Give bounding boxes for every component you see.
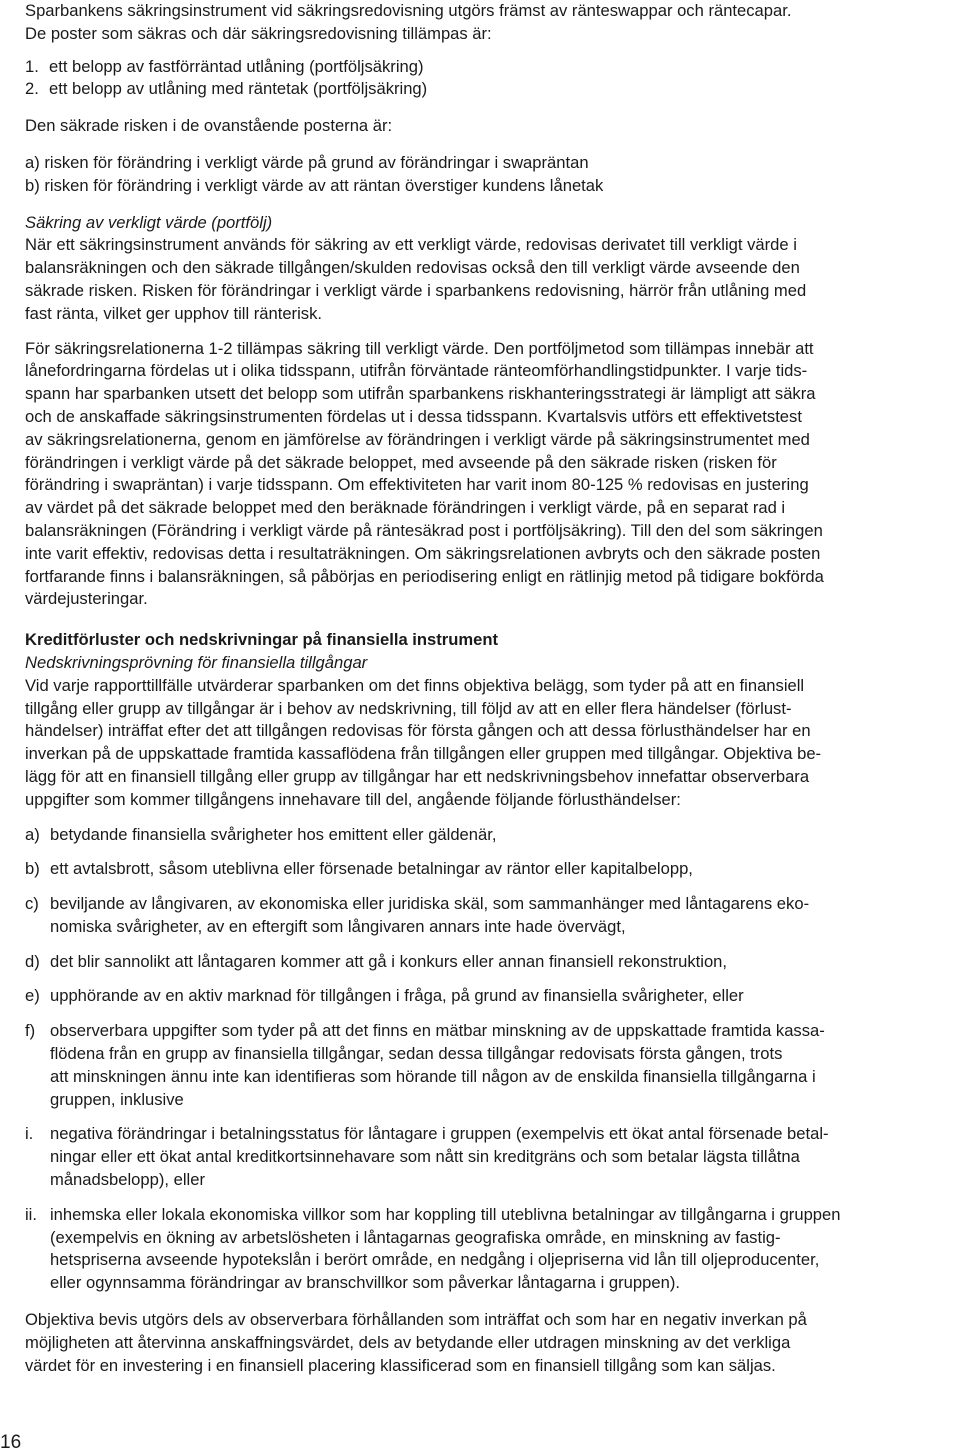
risk-item: b) risken för förändring i verkligt värde av att räntan överstiger kundens lånetak [25,175,604,195]
paragraph-line: För säkringsrelationerna 1-2 tillämpas säkring till verkligt värde. Den portföljmetod som tillämpas innebär att [25,338,814,358]
item-line: upphörande av en aktiv marknad för tillgången i fråga, på grund av finansiella svårigheter, eller [50,986,744,1006]
paragraph-line: och de anskaffade säkringsinstrumenten fördelas ut i dessa tidsspann. Kvartalsvis utförs ett effektivetstest [25,406,802,426]
intro-line: De poster som säkras och där säkringsredovisning tillämpas är: [25,23,492,43]
paragraph-line: förändring i swapräntan) i varje tidsspann. Om effektiviteten har varit inom 80-125 % redovisas en justering [25,475,809,495]
item-line: ett avtalsbrott, såsom uteblivna eller försenade betalningar av räntor eller kapitalbelopp, [50,859,693,879]
item-line: eller ogynnsamma förändringar av branschvillkor som påverkar låntagarna i gruppen). [50,1273,680,1293]
loss-event-item [25,824,945,847]
item-line: betydande finansiella svårigheter hos emittent eller gäldenär, [50,824,497,844]
item-line: inhemska eller lokala ekonomiska villkor som har koppling till uteblivna betalningar av tillgångarna i gruppen [50,1204,841,1224]
credit-losses-section [25,629,945,1377]
intro-section [25,0,945,198]
page-number: 16 [0,1432,22,1453]
loss-event-item [25,1123,945,1191]
item-line: det blir sannolikt att låntagaren kommer att gå i konkurs eller annan finansiell rekonstruktion, [50,951,728,971]
loss-event-item [25,893,945,939]
paragraph-line: händelser) inträffat efter det att tillgången redovisas för första gången och att dessa förlusthändelser har en [25,721,811,741]
paragraph-line: värdejusteringar. [25,589,148,609]
numbered-item [25,56,945,79]
item-line: att minskningen ännu inte kan identifieras som hörande till någon av de enskilda finansiella tillgångarna i [50,1066,816,1086]
paragraph-line: lägg för att en finansiell tillgång eller grupp av tillgångar har ett nedskrivningsbehov innefattar observerbara [25,766,810,786]
risk-intro: Den säkrade risken i de ovanstående posterna är: [25,116,393,136]
item-marker: 2. [25,79,39,99]
item-text: ett belopp av utlåning med räntetak (portföljsäkring) [49,79,428,99]
item-marker: c) [25,894,39,914]
numbered-item [25,78,945,101]
paragraph-line: möjligheten att återvinna anskaffningsvärdet, dels av betydande eller utdragen minskning av det verkliga [25,1332,791,1352]
loss-event-item [25,1204,945,1295]
item-marker: f) [25,1021,36,1041]
risk-item: a) risken för förändring i verkligt värde på grund av förändringar i swapräntan [25,152,589,172]
section-heading: Kreditförluster och nedskrivningar på finansiella instrument [25,630,499,650]
paragraph-line: spann har sparbanken utsett det belopp som utifrån sparbankens riskhanteringsstrategi är lämpligt att säkra [25,384,816,404]
item-line: ningar eller ett ökat antal kreditkortsinnehavare som nått sin kreditgräns och som betalar lägsta tillåtna [50,1147,800,1167]
item-marker: 1. [25,56,39,76]
section-subheading: Nedskrivningsprövning för finansiella tillgångar [25,652,368,672]
paragraph-line: lånefordringarna fördelas ut i olika tidsspann, utifrån förväntade ränteomförhandlingstidpunkter. I varje tids- [25,361,808,381]
loss-event-item [25,858,945,881]
paragraph-line: När ett säkringsinstrument används för säkring av ett verkligt värde, redovisas derivatet till verkligt värde i [25,235,797,255]
item-marker: i. [25,1124,34,1144]
paragraph-line: fast ränta, vilket ger upphov till ränterisk. [25,303,322,323]
paragraph-line: av värdet på det säkrade beloppet med den beräknade förändringen i verkligt värde, på en separat rad i [25,498,786,518]
paragraph-line: balansräkningen (Förändring i verkligt värde på räntesäkrad post i portföljsäkring). Till den del som säkringen [25,520,823,540]
paragraph-line: Vid varje rapporttillfälle utvärderar sparbanken om det finns objektiva belägg, som tyder på att en finansiell [25,675,805,695]
item-marker: b) [25,859,40,879]
document-page [25,0,945,1377]
item-line: gruppen, inklusive [50,1089,184,1109]
item-marker: a) [25,824,40,844]
paragraph-line: Objektiva bevis utgörs dels av observerbara förhållanden som inträffat och som har en negativ inverkan på [25,1310,807,1330]
item-line: nomiska svårigheter, av en eftergift som långivaren annars inte hade övervägt, [50,916,626,936]
paragraph-line: av säkringsrelationerna, genom en jämförelse av förändringen i verkligt värde på säkringsinstrumentet med [25,429,810,449]
item-line: hetspriserna avseende hypotekslån i berört område, en nedgång i oljepriserna vid lån till oljeproducenter, [50,1250,820,1270]
paragraph-line: uppgifter som kommer tillgångens innehavare till del, angående följande förlusthändelser: [25,789,681,809]
item-text: ett belopp av fastförräntad utlåning (portföljsäkring) [49,56,424,76]
item-line: beviljande av långivaren, av ekonomiska eller juridiska skäl, som sammanhänger med låntagarens eko- [50,894,810,914]
paragraph-line: inverkan på de uppskattade framtida kassaflödena från tillgången eller gruppen med tillgångar. Objektiva be- [25,744,822,764]
paragraph-line: inte varit effektiv, redovisas detta i resultaträkningen. Om säkringsrelationen avbryts och den säkrade posten [25,543,821,563]
paragraph-line: säkrade risken. Risken för förändringar i verkligt värde i sparbankens redovisning, härrör från utlåning med [25,280,807,300]
item-line: månadsbelopp), eller [50,1170,205,1190]
item-line: (exempelvis en ökning av arbetslösheten i låntagarnas geografiska område, en minskning av fastig- [50,1227,781,1247]
item-line: observerbara uppgifter som tyder på att det finns en mätbar minskning av de uppskattade framtida kassa- [50,1021,825,1041]
item-line: flödena från en grupp av finansiella tillgångar, sedan dessa tillgångar redovisats första gången, trots [50,1044,783,1064]
loss-event-item [25,985,945,1008]
fair-value-hedge-section [25,212,945,612]
paragraph-line: fortfarande finns i balansräkningen, så påbörjas en periodisering enligt en rätlinjig metod på tidigare bokförda [25,566,824,586]
paragraph-line: förändringen i verkligt värde på det säkrade beloppet, med avseende på den säkrade risken (risken för [25,452,777,472]
item-marker: e) [25,986,40,1006]
paragraph-line: balansräkningen och den säkrade tillgången/skulden redovisas också den till verkligt värde avseende den [25,258,800,278]
item-marker: d) [25,951,40,971]
paragraph-line: värdet för en investering i en finansiell placering klassificerad som en finansiell tillgång som kan säljas. [25,1355,776,1375]
item-marker: ii. [25,1204,37,1224]
section-subheading: Säkring av verkligt värde (portfölj) [25,212,273,232]
item-line: negativa förändringar i betalningsstatus för låntagare i gruppen (exempelvis ett ökat antal försenade betal- [50,1124,829,1144]
intro-line: Sparbankens säkringsinstrument vid säkringsredovisning utgörs främst av ränteswappar och räntecapar. [25,1,792,20]
loss-event-item [25,951,945,974]
loss-event-item [25,1020,945,1111]
paragraph-line: tillgång eller grupp av tillgångar är i behov av nedskrivning, till följd av att en eller flera händelser (förlust- [25,698,792,718]
